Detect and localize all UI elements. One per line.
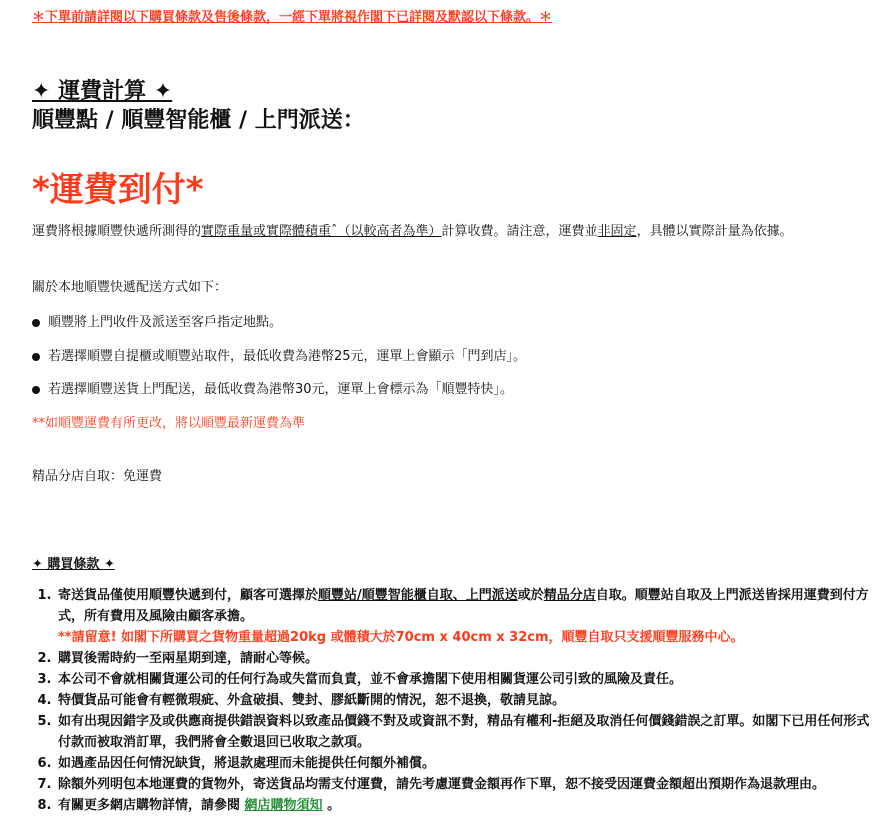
methods-intro: 關於本地順豐快遞配送方式如下： — [32, 280, 228, 295]
text-underlined: 實際重量或實際體積重ˆ（以較高者為準） — [201, 224, 442, 239]
text-underlined: 非固定 — [597, 224, 637, 239]
text: 寄送貨品僅使用順豐快遞到付，顧客可選擇於 — [58, 588, 319, 603]
bullet-item — [32, 378, 513, 397]
shipping-note: **如順豐運費有所更改，將以順豐最新運費為準 — [32, 416, 306, 431]
terms-item: 3. 本公司不會就相關貨運公司的任何行為或失當而負責，並不會承擔閣下使用相關貨運公司引致的風險及責任。 — [56, 669, 876, 690]
terms-item: 5. 如有出現因錯字及或供應商提供錯誤資料以致產品價錢不對及或資訊不對，精品有權利-拒絕及取消任何價錢錯誤之訂單。如閣下已用任何形式付款而被取消訂單，我們將會全數退回已收取之款項。 — [56, 711, 876, 753]
terms-list — [32, 585, 876, 816]
order-notice: ＊下單前請詳閱以下購買條款及售後條款，一經下單將視作閣下已詳閱及默認以下條款。＊ — [32, 10, 553, 25]
bullet-text: 順豐將上門收件及派送至客戶指定地點。 — [48, 315, 283, 330]
terms-item: 4. 特價貨品可能會有輕微瑕疵、外盒破損、雙封、膠紙斷開的情況，恕不退換，敬請見諒。 — [56, 690, 876, 711]
bullet-icon — [32, 353, 40, 361]
bullet-icon — [32, 319, 40, 327]
bullet-icon — [32, 386, 40, 394]
text: ，具體以實際計量為依據。 — [636, 224, 793, 239]
store-pickup: 精品分店自取：免運費 — [32, 469, 163, 484]
text: 運費將根據順豐快遞所測得的 — [32, 224, 202, 239]
bullet-item — [32, 311, 282, 330]
text: 或於 — [517, 588, 544, 603]
text: 有關更多網店購物詳情，請參閱 — [58, 798, 245, 813]
text: 。 — [322, 798, 341, 813]
terms-title: ✦ 購買條款 ✦ — [32, 557, 115, 572]
shipping-subtitle: 順豐點 / 順豐智能櫃 / 上門派送： — [32, 108, 365, 133]
shipping-title: ✦ 運費計算 ✦ — [32, 79, 173, 104]
cod-banner: *運費到付* — [32, 170, 204, 210]
terms-item: 6. 如遇產品因任何情況缺貨，將退款處理而未能提供任何額外補償。 — [56, 753, 876, 774]
terms-item — [56, 795, 876, 816]
text: 計算收費。請注意，運費並 — [441, 224, 598, 239]
bullet-text: 若選擇順豐自提櫃或順豐站取件，最低收費為港幣25元，運單上會顯示「門到店」。 — [48, 349, 527, 364]
text: 自取。順豐站自取及上門派送皆採用運費到付方式，所有費用及風險由顧客承擔。 — [58, 588, 869, 624]
text-underlined: 精品分店 — [543, 588, 596, 603]
bullet-item — [32, 345, 526, 364]
bullet-text: 若選擇順豐送貨上門配送，最低收費為港幣30元，運單上會標示為「順豐特快」。 — [48, 382, 514, 397]
shopping-guide-link[interactable]: 網店購物須知 — [244, 798, 323, 813]
terms-item — [56, 585, 876, 648]
shipping-paragraph — [32, 221, 842, 242]
terms-warning: **請留意! 如閣下所購買之貨物重量超過20kg 或體積大於70cm x 40cm x 32cm，順豐自取只支援順豐服務中心。 — [58, 630, 744, 645]
terms-item: 2. 購買後需時約一至兩星期到達，請耐心等候。 — [56, 648, 876, 669]
text-underlined: 順豐站/順豐智能櫃自取、上門派送 — [318, 588, 518, 603]
terms-item: 7. 除額外列明包本地運費的貨物外，寄送貨品均需支付運費，請先考慮運費金額再作下單，恕不接受因運費金額超出預期作為退款理由。 — [56, 774, 876, 795]
